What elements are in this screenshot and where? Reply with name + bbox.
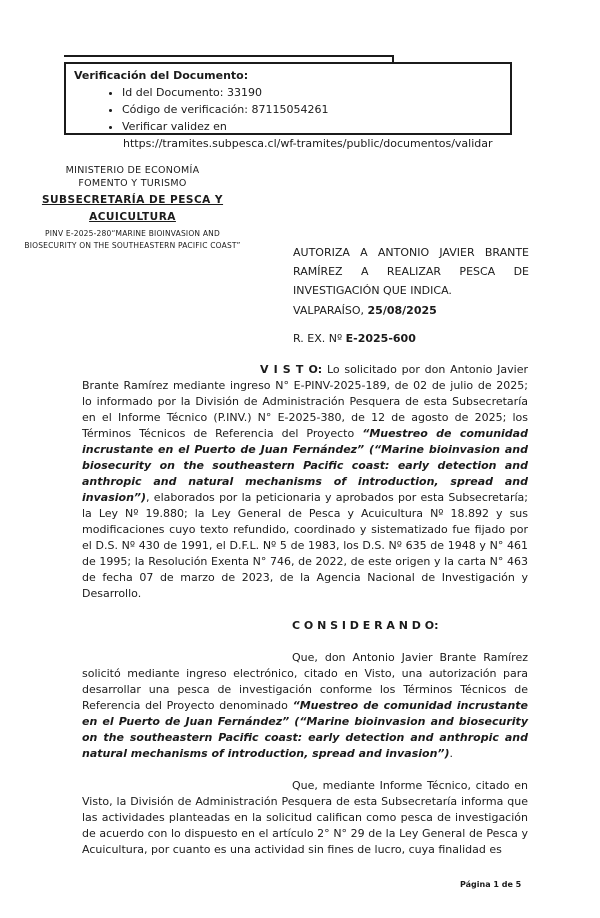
resolution-date: 25/08/2025 [367,304,437,317]
project-reference [15,228,250,252]
place-date-line [293,304,437,317]
verification-item-code: • Código de verificación: 87115054261 [122,101,502,118]
resolution-subject: AUTORIZA A ANTONIO JAVIER BRANTE RAMÍREZ A REALIZAR PESCA DE INVESTIGACIÓN QUE INDICA. [293,246,529,297]
visto-paragraph: V I S T O: Lo solicitado por don Antonio Javier Brante Ramírez mediante ingreso N° E-PINV-2025-189, de 02 de julio de 2025; lo informado por la División de Administración Pesquera de esta Subsecretaría en el Informe Técnico (P.INV.) N° E-2025-380, de 12 de agosto de 2025; los Términos Técnicos de Referencia del Proyecto “Muestreo de comunidad incrustante en el Puerto de Juan Fernández” (“Marine bioinvasion and biosecurity on the southeastern Pacific coast: early detection and anthropic and natural mechanisms of introduction, spread and invasion”), elaborados por la peticionaria y aprobados por esta Subsecretaría; la Ley Nº 19.880; la Ley General de Pesca y Acuicultura Nº 18.892 y sus modificaciones cuyo texto refundido, coordinado y sistematizado fue fijado por el D.S. Nº 430 de 1991, el D.F.L. Nº 5 de 1983, los D.S. Nº 635 de 1948 y N° 461 de 1995; la Resolución Exenta N° 746, de 2022, de este origen y la carta N° 463 de fecha 07 de marzo de 2023, de la Agencia Nacional de Investigación y Desarrollo. [82,363,528,600]
resolution-number: E-2025-600 [345,332,416,345]
project-reference-line2: BIOSECURITY ON THE SOUTHEASTERN PACIFIC COAST” [24,241,241,250]
verification-title: Verificación del Documento: [74,69,249,82]
agency-name [15,192,250,226]
verification-list [74,84,502,135]
document-body [82,362,528,858]
agency-name-line2: ACUICULTURA [89,211,176,223]
place-label: VALPARAÍSO, [293,304,368,317]
project-reference-line1: PINV E-2025-280“MARINE BIOINVASION AND [45,229,220,238]
verification-item-validate-label: • Verificar validez en [122,118,502,135]
verification-box [64,62,512,150]
agency-name-line1: SUBSECRETARÍA DE PESCA Y [41,194,224,206]
considerando-paragraph-1: Que, don Antonio Javier Brante Ramírez solicitó mediante ingreso electrónico, citado en Visto, una autorización para desarrollar una pesca de investigación conforme los Términos Técnicos de Referencia del Proyecto denominado “Muestreo de comunidad incrustante en el Puerto de Juan Fernández” (“Marine bioinvasion and biosecurity on the southeastern Pacific coast: early detection and anthropic and natural mechanisms of introduction, spread and invasion”). [82,651,528,760]
ministry-name-line1: MINISTERIO DE ECONOMÍA [65,165,200,176]
scan-artifact-line [64,55,394,57]
resolution-label: R. EX. Nº [293,332,346,345]
considerando-paragraph-2: Que, mediante Informe Técnico, citado en Visto, la División de Administración Pesquera de esta Subsecretaría informa que las actividades planteadas en la solicitud califican como pesca de investigación de acuerdo con lo dispuesto en el artículo 2° N° 29 de la Ley General de Pesca y Acuicultura, por cuanto es una actividad sin fines de lucro, cuya finalidad es [82,779,528,856]
verification-item-document-id: • Id del Documento: 33190 [122,84,502,101]
verification-url: https://tramites.subpesca.cl/wf-tramites/public/documentos/validar [123,137,493,150]
letterhead [15,165,250,252]
resolution-number-line [293,332,416,345]
page-indicator: Página 1 de 5 [460,880,522,889]
considerando-heading: C O N S I D E R A N D O: [292,619,439,632]
ministry-name-line2: FOMENTO Y TURISMO [78,177,187,189]
